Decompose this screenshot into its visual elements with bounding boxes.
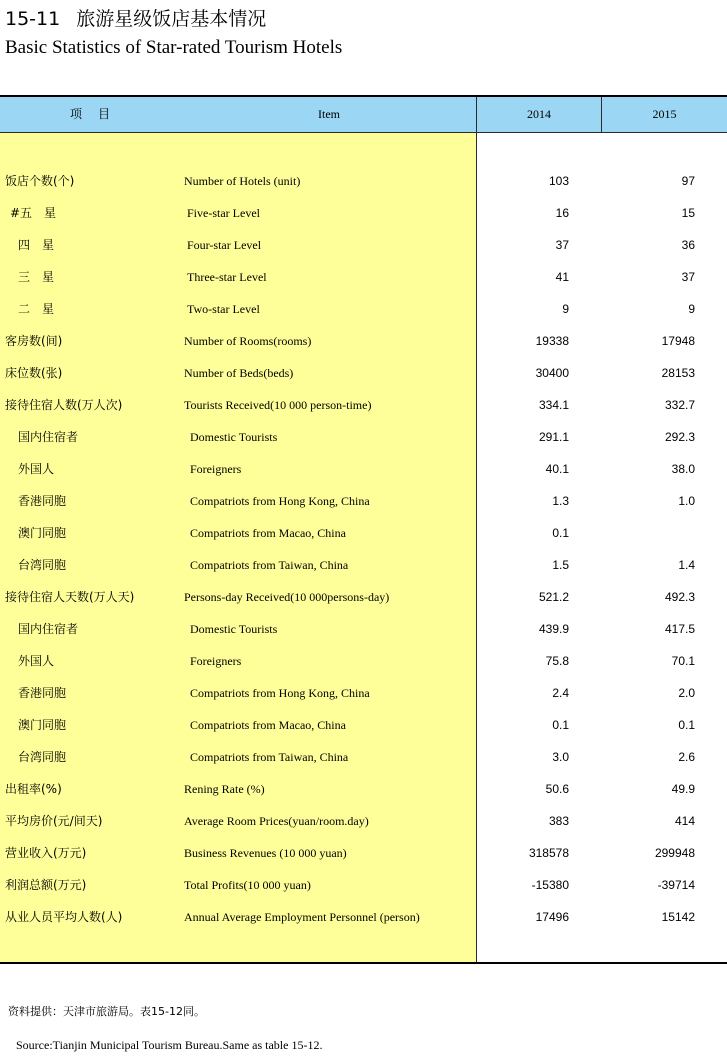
value-2015: 417.5 xyxy=(664,622,695,636)
value-2015: 38.0 xyxy=(671,462,695,476)
value-2015: -39714 xyxy=(657,878,695,892)
value-2014: 439.9 xyxy=(538,622,569,636)
table-row xyxy=(0,421,727,453)
value-2014: 3.0 xyxy=(552,750,569,764)
value-2015: 36 xyxy=(681,238,695,252)
value-2014: 30400 xyxy=(535,366,569,380)
row-label-en: Compatriots from Macao, China xyxy=(190,526,346,540)
table-row xyxy=(0,325,727,357)
value-2015: 1.0 xyxy=(678,494,695,508)
row-label-cn: 营业收入(万元) xyxy=(5,846,87,860)
table-row xyxy=(0,901,727,933)
table-row xyxy=(0,389,727,421)
row-label-en: Number of Rooms(rooms) xyxy=(184,334,312,348)
value-2015: 9 xyxy=(688,302,695,316)
value-2015: 15142 xyxy=(661,910,695,924)
source-note-cn: 资料提供：天津市旅游局。表15-12同。 xyxy=(8,1005,205,1018)
row-label-cn: 香港同胞 xyxy=(18,686,67,700)
row-label-en: Number of Beds(beds) xyxy=(184,366,294,380)
row-label-en: Annual Average Employment Personnel (person) xyxy=(184,910,420,924)
header-year-2014: 2014 xyxy=(527,107,551,121)
row-label-cn: 床位数(张) xyxy=(5,366,63,380)
row-label-cn: 接待住宿人天数(万人天) xyxy=(5,590,135,604)
value-2015: 28153 xyxy=(661,366,695,380)
table-title-cn-text: 旅游星级饭店基本情况 xyxy=(76,8,267,30)
value-2014: 9 xyxy=(562,302,569,316)
row-label-en: Tourists Received(10 000 person-time) xyxy=(184,398,372,412)
row-label-en: Number of Hotels (unit) xyxy=(184,174,301,188)
row-label-cn: 台湾同胞 xyxy=(18,558,67,572)
value-2014: 17496 xyxy=(535,910,569,924)
row-label-cn: 出租率(%) xyxy=(5,782,62,796)
statistics-table xyxy=(0,95,727,965)
row-label-cn: #五 星 xyxy=(10,206,57,220)
row-label-cn: 客房数(间) xyxy=(5,334,63,348)
row-label-en: Four-star Level xyxy=(187,238,262,252)
table-row xyxy=(0,869,727,901)
row-label-cn: 接待住宿人数(万人次) xyxy=(5,398,123,412)
row-label-cn: 二 星 xyxy=(18,302,55,316)
table-row xyxy=(0,645,727,677)
table-row xyxy=(0,517,727,549)
value-2014: 103 xyxy=(548,174,569,188)
row-label-cn: 香港同胞 xyxy=(18,494,67,508)
value-2014: 521.2 xyxy=(538,590,569,604)
row-label-en: Five-star Level xyxy=(187,206,260,220)
row-label-cn: 澳门同胞 xyxy=(18,526,67,540)
table-row xyxy=(0,549,727,581)
table-row xyxy=(0,357,727,389)
row-label-cn: 四 星 xyxy=(18,238,55,252)
table-number: 15-11 xyxy=(5,8,61,30)
value-2015: 49.9 xyxy=(671,782,695,796)
table-row xyxy=(0,261,727,293)
value-2014: 40.1 xyxy=(545,462,569,476)
row-label-cn: 外国人 xyxy=(18,462,55,476)
value-2014: 0.1 xyxy=(552,718,569,732)
row-label-en: Persons-day Received(10 000persons-day) xyxy=(184,590,390,604)
table-row xyxy=(0,165,727,197)
value-2014: 16 xyxy=(555,206,569,220)
value-2014: 334.1 xyxy=(538,398,569,412)
row-label-en: Domestic Tourists xyxy=(190,622,278,636)
value-2015: 70.1 xyxy=(671,654,695,668)
value-2014: 50.6 xyxy=(545,782,569,796)
row-label-cn: 国内住宿者 xyxy=(18,430,79,444)
bottom-rule xyxy=(0,962,727,964)
value-2015: 17948 xyxy=(661,334,695,348)
value-2015: 37 xyxy=(681,270,695,284)
row-label-cn: 澳门同胞 xyxy=(18,718,67,732)
row-label-cn: 国内住宿者 xyxy=(18,622,79,636)
header-year-2015: 2015 xyxy=(652,107,677,121)
table-row xyxy=(0,197,727,229)
row-label-cn: 三 星 xyxy=(18,270,55,284)
row-label-en: Business Revenues (10 000 yuan) xyxy=(184,846,347,860)
table-row xyxy=(0,229,727,261)
table-row xyxy=(0,293,727,325)
table-row xyxy=(0,485,727,517)
value-2014: 75.8 xyxy=(545,654,569,668)
value-2014: 383 xyxy=(548,814,569,828)
row-label-cn: 利润总额(万元) xyxy=(5,878,87,892)
value-2014: 1.3 xyxy=(552,494,569,508)
value-2014: 37 xyxy=(555,238,569,252)
table-row xyxy=(0,677,727,709)
value-2015: 492.3 xyxy=(664,590,695,604)
header-item-cn: 项 目 xyxy=(69,107,112,121)
table-row xyxy=(0,773,727,805)
value-2015: 2.6 xyxy=(678,750,695,764)
value-2015: 15 xyxy=(681,206,695,220)
header-item-en: Item xyxy=(318,107,340,121)
row-label-en: Domestic Tourists xyxy=(190,430,278,444)
value-2014: 19338 xyxy=(535,334,569,348)
row-label-en: Foreigners xyxy=(190,462,242,476)
row-label-en: Rening Rate (%) xyxy=(184,782,265,796)
value-2014: 2.4 xyxy=(552,686,569,700)
row-label-en: Two-star Level xyxy=(187,302,260,316)
row-label-en: Average Room Prices(yuan/room.day) xyxy=(184,814,369,828)
row-label-cn: 台湾同胞 xyxy=(18,750,67,764)
value-2015: 332.7 xyxy=(664,398,695,412)
row-label-en: Compatriots from Macao, China xyxy=(190,718,346,732)
row-label-cn: 从业人员平均人数(人) xyxy=(5,910,123,924)
row-label-en: Compatriots from Taiwan, China xyxy=(190,750,349,764)
value-2014: 1.5 xyxy=(552,558,569,572)
value-2015: 1.4 xyxy=(678,558,695,572)
table-row xyxy=(0,837,727,869)
row-label-cn: 平均房价(元/间天) xyxy=(5,814,103,828)
value-2014: 318578 xyxy=(528,846,569,860)
table-title-cn xyxy=(5,4,266,31)
row-label-en: Three-star Level xyxy=(187,270,267,284)
row-label-en: Foreigners xyxy=(190,654,242,668)
table-row xyxy=(0,741,727,773)
value-2015: 97 xyxy=(681,174,695,188)
table-row xyxy=(0,453,727,485)
row-label-cn: 外国人 xyxy=(18,654,55,668)
value-2015: 0.1 xyxy=(678,718,695,732)
source-note-en: Source:Tianjin Municipal Tourism Bureau.Same as table 15-12. xyxy=(16,1038,323,1052)
row-label-en: Compatriots from Hong Kong, China xyxy=(190,494,370,508)
value-2014: 0.1 xyxy=(552,526,569,540)
value-2014: 41 xyxy=(555,270,569,284)
table-row xyxy=(0,709,727,741)
table-title-en: Basic Statistics of Star-rated Tourism Hotels xyxy=(5,37,343,58)
row-label-en: Compatriots from Hong Kong, China xyxy=(190,686,370,700)
value-2015: 414 xyxy=(674,814,695,828)
value-2014: 291.1 xyxy=(538,430,569,444)
value-2014: -15380 xyxy=(531,878,569,892)
value-2015: 299948 xyxy=(654,846,695,860)
table-row xyxy=(0,805,727,837)
value-2015: 2.0 xyxy=(678,686,695,700)
row-label-cn: 饭店个数(个) xyxy=(5,174,75,188)
value-2015: 292.3 xyxy=(664,430,695,444)
row-label-en: Compatriots from Taiwan, China xyxy=(190,558,349,572)
table-row xyxy=(0,581,727,613)
table-row xyxy=(0,613,727,645)
row-label-en: Total Profits(10 000 yuan) xyxy=(184,878,311,892)
